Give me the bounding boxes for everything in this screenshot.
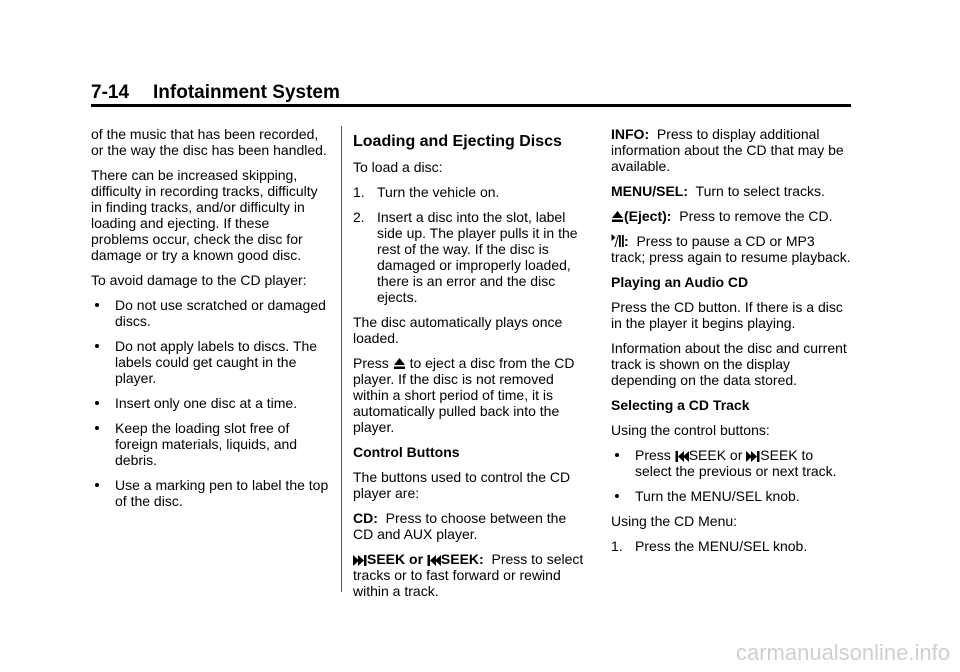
page-title: Infotainment System <box>153 82 340 103</box>
paragraph: To avoid damage to the CD player: <box>91 272 307 288</box>
paragraph <box>611 233 851 265</box>
list-item: Insert only one disc at a time. <box>91 395 329 411</box>
paragraph: There can be increased skipping, difficulty in recording tracks, difficulty in finding tracks, and/or difficulty in loading and ejecting. If these problems occur, check the disc for damage or try a known good disc. <box>91 167 318 263</box>
section-heading: Loading and Ejecting Discs <box>353 133 562 150</box>
paragraph <box>611 208 851 224</box>
paragraph: Press the CD button. If there is a disc in the player it begins playing. <box>611 299 843 331</box>
page-header <box>91 80 851 106</box>
paragraph: To load a disc: <box>353 159 443 175</box>
text-run: SEEK to select the previous or next track. <box>635 447 837 479</box>
column-right <box>611 126 851 563</box>
step-number: 2. <box>353 209 365 225</box>
numbered-list <box>611 538 851 554</box>
paragraph: Using the CD Menu: <box>611 513 738 529</box>
term-label: (Eject): <box>624 208 672 224</box>
paragraph: The buttons used to control the CD player are: <box>353 469 571 501</box>
term-label: INFO: <box>611 126 650 142</box>
step-text: Insert a disc into the slot, label side up. The player pulls it in the rest of the way. If the disc is damaged or improperly loaded, there is an error and the disc ejects. <box>377 209 578 305</box>
text-run: Press to select tracks or to fast forward or rewind within a track. <box>353 551 584 599</box>
column-left <box>91 126 329 518</box>
list-item: Do not apply labels to discs. The labels could get caught in the player. <box>91 338 329 386</box>
paragraph: Information about the disc and current track is shown on the display depending on the data stored. <box>611 340 847 388</box>
paragraph <box>353 355 585 435</box>
bullet-list <box>91 297 329 509</box>
step-text: Press the MENU/SEL knob. <box>635 538 808 554</box>
eject-icon <box>611 210 624 223</box>
subheading: Selecting a CD Track <box>611 397 750 413</box>
list-item <box>611 538 851 554</box>
column-middle <box>353 126 585 608</box>
seek-forward-icon <box>353 555 367 566</box>
text-run: Press to choose between the CD and AUX player. <box>353 510 567 542</box>
term-label: SEEK or <box>367 551 424 567</box>
watermark: carmanualsonline.info <box>735 640 950 665</box>
paragraph: Using the control buttons: <box>611 422 770 438</box>
list-item: Use a marking pen to label the top of the disc. <box>91 477 329 509</box>
text-run: Press to remove the CD. <box>679 208 833 224</box>
bullet-list <box>611 447 851 504</box>
list-item: Turn the MENU/SEL knob. <box>611 488 851 504</box>
list-item <box>611 447 851 479</box>
text-run: Press <box>635 447 671 463</box>
numbered-list <box>353 184 585 305</box>
text-run: Press to display additional information about the CD that may be available. <box>611 126 844 174</box>
step-number: 1. <box>611 538 623 554</box>
step-number: 1. <box>353 184 365 200</box>
subheading: Control Buttons <box>353 444 460 460</box>
paragraph: The disc automatically plays once loaded. <box>353 314 563 346</box>
text-run: SEEK or <box>688 447 743 463</box>
subheading: Playing an Audio CD <box>611 274 749 290</box>
play-pause-icon <box>611 234 624 248</box>
paragraph <box>353 551 585 599</box>
text-run: Press to pause a CD or MP3 track; press again to resume playback. <box>611 233 851 265</box>
paragraph <box>353 510 585 542</box>
term-label: CD: <box>353 510 378 526</box>
paragraph: of the music that has been recorded, or the way the disc has been handled. <box>91 126 327 158</box>
paragraph <box>611 126 851 174</box>
term-label: : <box>624 233 629 249</box>
page-number: 7-14 <box>91 82 130 103</box>
seek-back-icon <box>427 555 441 566</box>
list-item: Do not use scratched or damaged discs. <box>91 297 329 329</box>
paragraph <box>611 183 851 199</box>
column-divider <box>341 126 342 592</box>
list-item <box>353 184 585 200</box>
step-text: Turn the vehicle on. <box>377 184 500 200</box>
header-rule <box>91 104 851 107</box>
list-item: Keep the loading slot free of foreign materials, liquids, and debris. <box>91 420 329 468</box>
text-run: to eject a disc from the CD player. If the disc is not removed within a short period of time, it is automatically pulled back into the player. <box>353 355 575 435</box>
term-label: MENU/SEL: <box>611 183 688 199</box>
eject-icon <box>393 357 406 370</box>
seek-forward-icon <box>746 451 760 462</box>
seek-back-icon <box>675 451 689 462</box>
text-run: Press <box>353 355 389 371</box>
list-item <box>353 209 585 305</box>
text-run: Turn to select tracks. <box>695 183 825 199</box>
term-label: SEEK: <box>440 551 484 567</box>
